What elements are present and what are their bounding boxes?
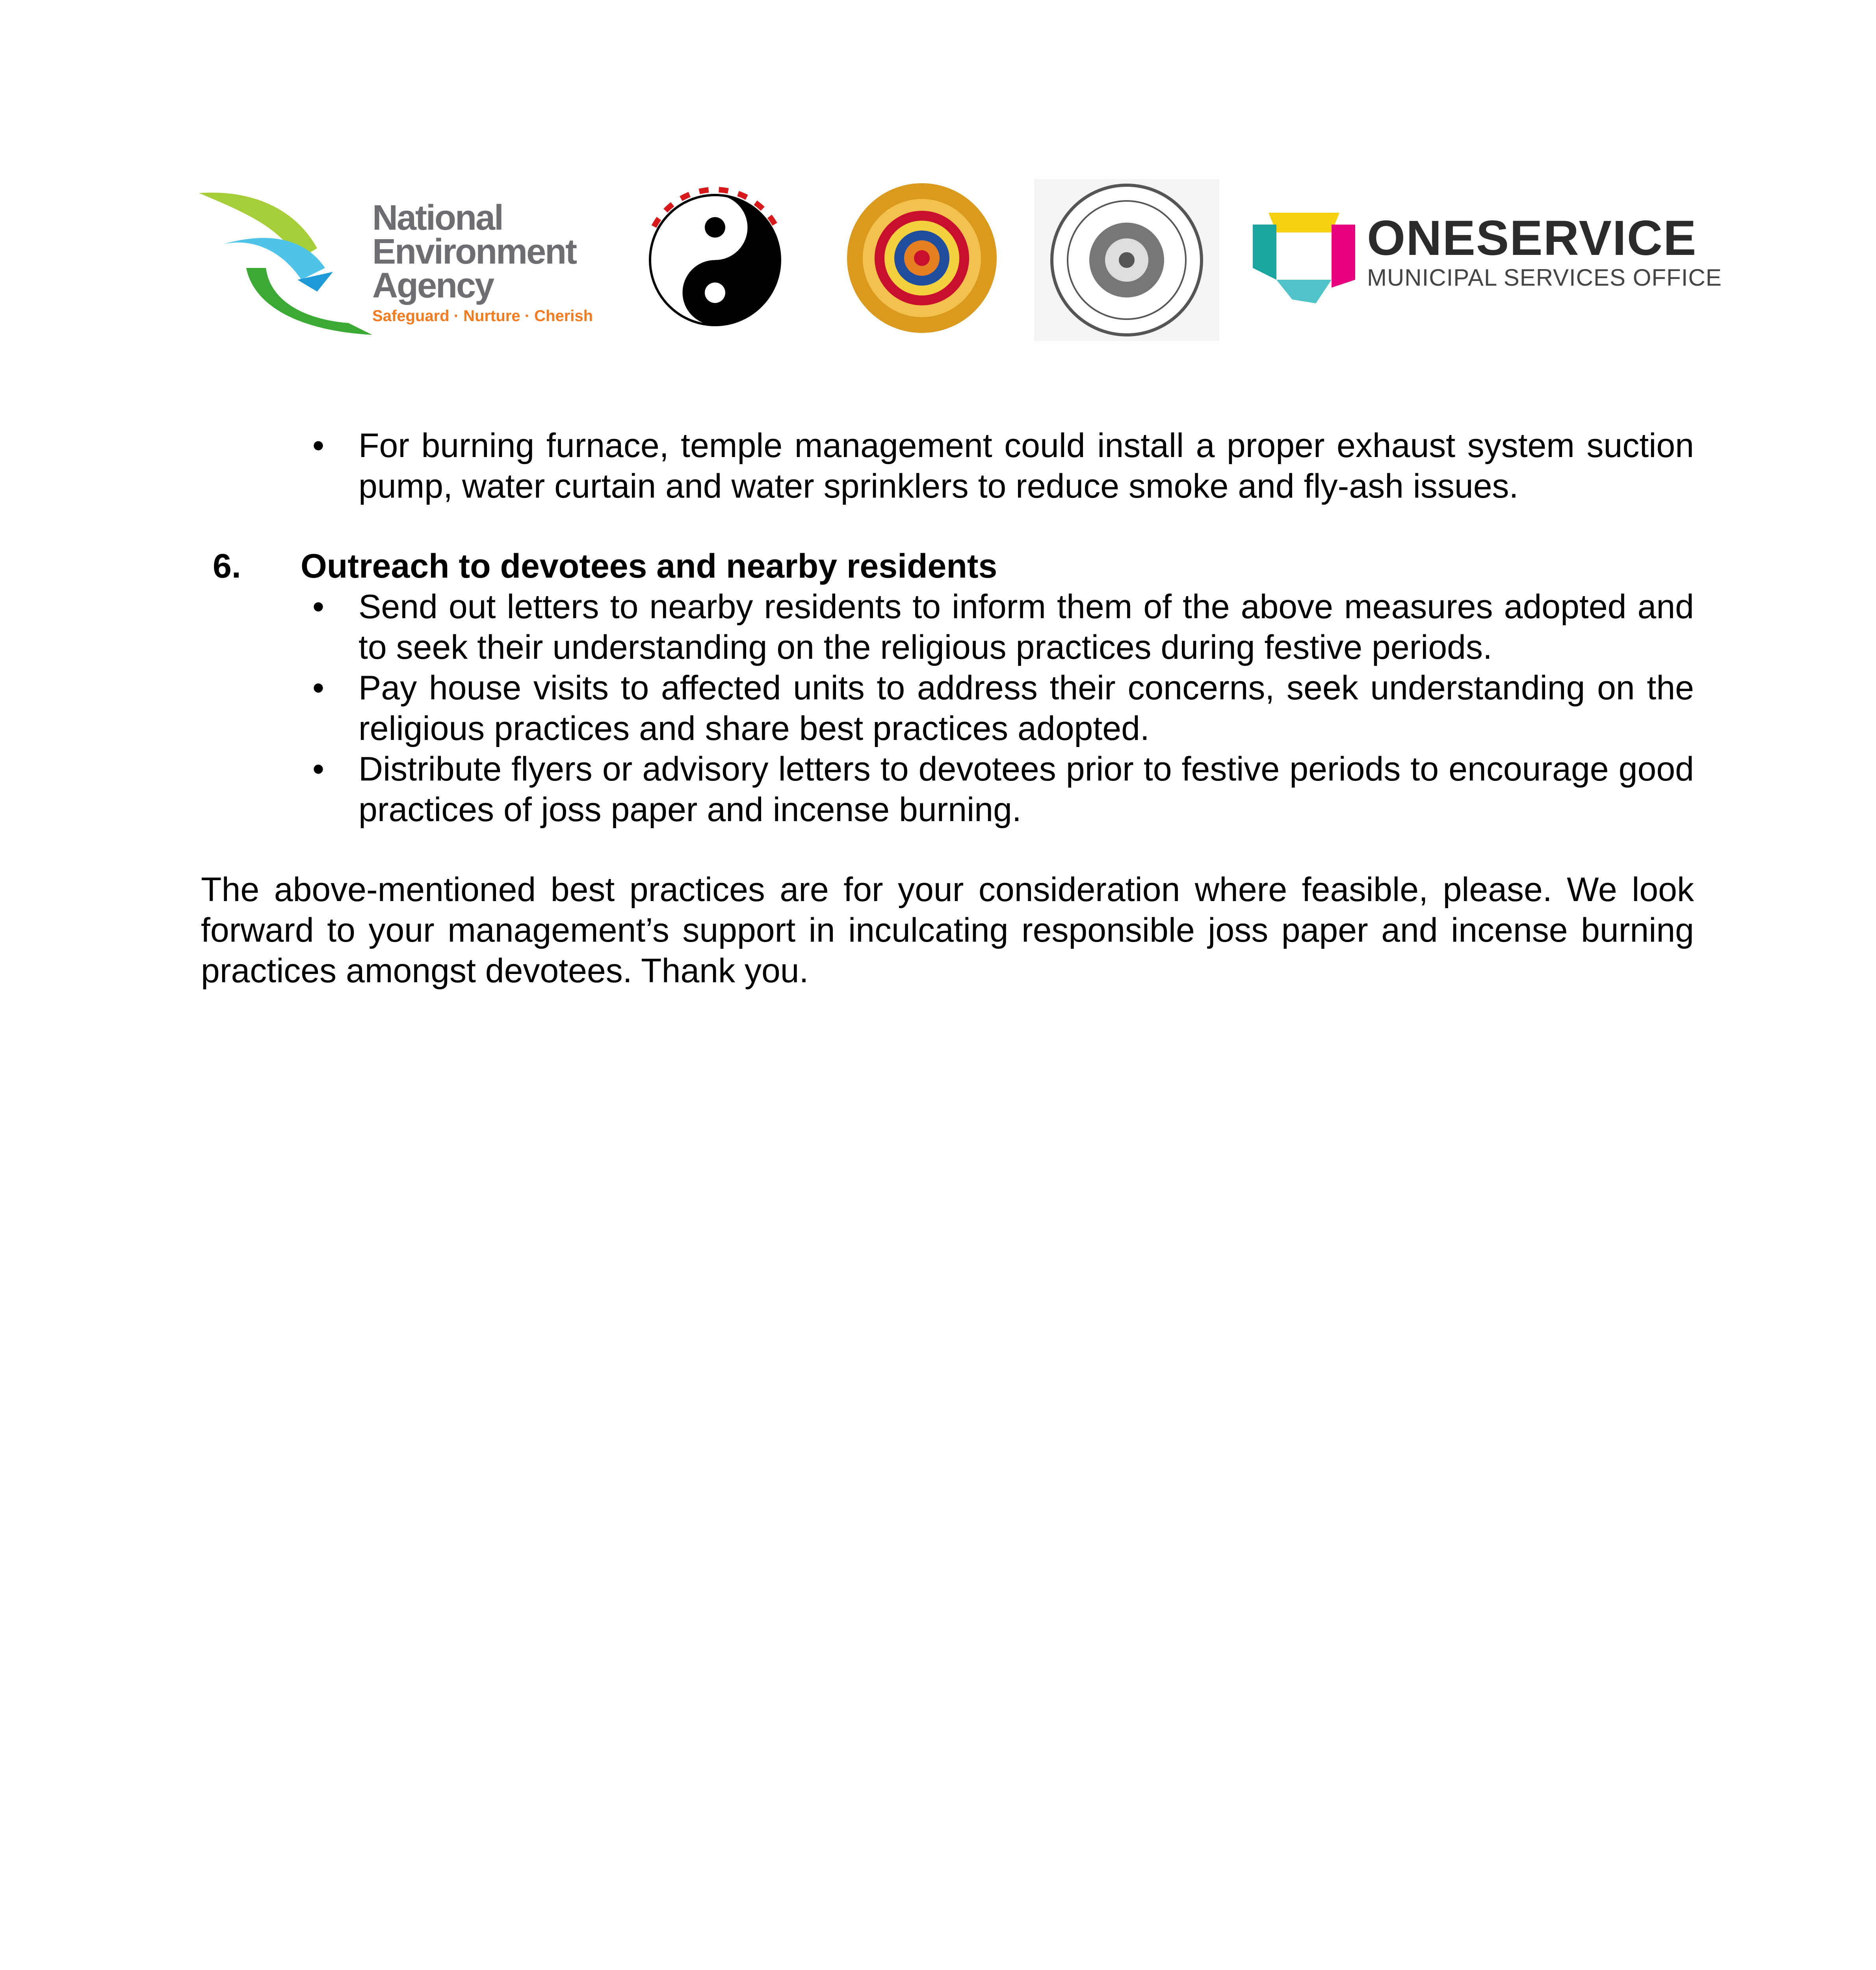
section-title: Outreach to devotees and nearby residents	[301, 547, 997, 585]
wat-ananda-logo	[1034, 179, 1219, 341]
section-heading	[201, 546, 1694, 587]
nea-tagline: Safeguard · Nurture · Cherish	[372, 307, 593, 325]
taoist-federation-logo	[630, 179, 800, 341]
list-item: • Pay house visits to affected units to address their concerns, seek understanding on the religious practices and share best practices adopted.	[201, 668, 1694, 749]
bullet-icon: •	[312, 588, 325, 626]
nea-wordmark: National Environment Agency	[372, 198, 576, 305]
bullet-icon: •	[312, 427, 325, 465]
top-bullet-list	[201, 426, 1694, 507]
list-item: • For burning furnace, temple management could install a proper exhaust system suction pump, water curtain and water sprinklers to reduce smoke and fly-ash issues.	[201, 426, 1694, 507]
oneservice-subtitle: MUNICIPAL SERVICES OFFICE	[1367, 264, 1722, 291]
list-item: • Send out letters to nearby residents to inform them of the above measures adopted and to seek their understanding on the religious practices during festive periods.	[201, 587, 1694, 668]
dharma-wheel-icon	[1034, 179, 1219, 341]
document-body	[201, 426, 1694, 1025]
oneservice-mark-icon	[1253, 205, 1355, 307]
nea-logo	[199, 189, 593, 339]
section6-bullet-list	[201, 587, 1694, 830]
list-item: • Distribute flyers or advisory letters to devotees prior to festive periods to encourage good practices of joss paper and incense burning.	[201, 749, 1694, 830]
section-number: 6.	[213, 547, 241, 585]
yin-yang-icon	[630, 179, 800, 341]
oneservice-logo	[1253, 205, 1722, 311]
nea-swirl-icon	[199, 189, 372, 339]
bullet-icon: •	[312, 669, 325, 707]
closing-paragraph: The above-mentioned best practices are for your consideration where feasible, please. We look forward to your management’s support in inculcating responsible joss paper and incense burning practices amongst devotees. Thank you.	[201, 871, 1694, 990]
buddhist-federation-logo	[843, 179, 1001, 337]
bullet-icon: •	[312, 750, 325, 788]
oneservice-title: ONESERVICE	[1367, 211, 1697, 266]
gear-dharma-wheel-icon	[843, 179, 1001, 337]
